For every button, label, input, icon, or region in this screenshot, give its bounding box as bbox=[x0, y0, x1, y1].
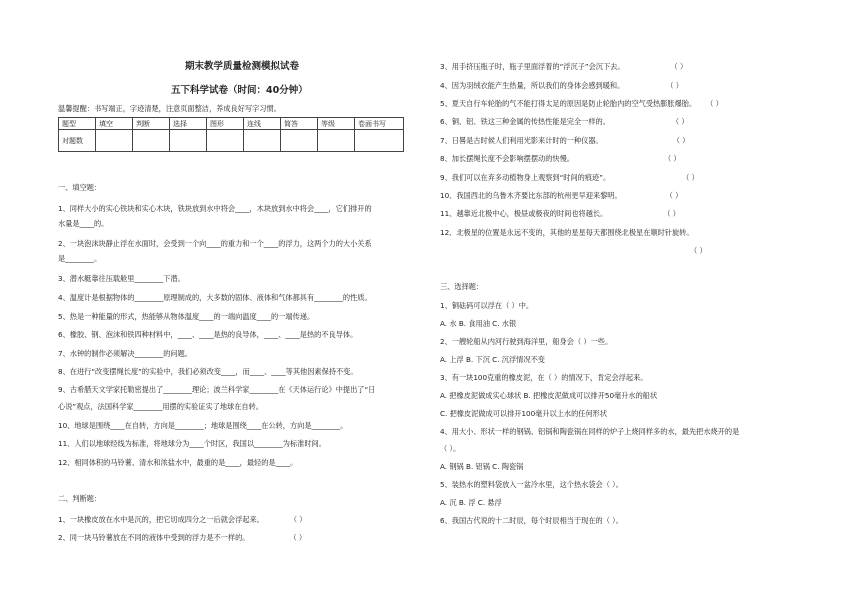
question-line: 4、用大小、形状一样的钢锅、铝锅和陶瓷锅在同样的炉子上烧同样多的水，最先把水烧开的是 bbox=[440, 427, 740, 436]
options-line: A. 沉 B. 浮 C. 悬浮 bbox=[440, 498, 502, 507]
question-text: 4、因为羽绒衣能产生热量，所以我们的身体会感到暖和。 bbox=[440, 81, 625, 90]
question-line: 4、温度计是根据物体的________原理制成的，大多数的固体、液体和气体都具有________的性质。 bbox=[58, 293, 372, 302]
question-line bbox=[440, 62, 687, 71]
score-header-cell: 判断 bbox=[133, 118, 170, 130]
answer-paren[interactable]: （ ） bbox=[289, 533, 307, 542]
options-line: A. 上浮 B. 下沉 C. 沉浮情况不变 bbox=[440, 355, 545, 364]
score-cell[interactable] bbox=[355, 130, 404, 152]
score-cell[interactable] bbox=[318, 130, 355, 152]
question-line: 2、一艘轮船从内河行驶到海洋里，船身会（ ）一些。 bbox=[440, 337, 613, 346]
question-text: 8、加长摆绳长度不会影响摆摆动的快慢。 bbox=[440, 154, 574, 163]
question-text: 7、日晷是古时候人们利用光影来计时的一种仪器。 bbox=[440, 136, 603, 145]
question-line bbox=[440, 136, 689, 145]
question-line: 7、水钟的制作必须解决________的问题。 bbox=[58, 349, 192, 358]
answer-paren[interactable]: （ ） bbox=[706, 99, 723, 108]
answer-paren[interactable]: （ ） bbox=[665, 191, 683, 200]
score-cell[interactable] bbox=[281, 130, 318, 152]
score-header-cell: 填空 bbox=[96, 118, 133, 130]
answer-paren[interactable]: （ ） bbox=[666, 81, 683, 90]
question-line: 1、铜砝码可以浮在（ ）中。 bbox=[440, 301, 534, 310]
answer-paren[interactable]: （ ） bbox=[663, 209, 680, 218]
score-header-cell: 简答 bbox=[281, 118, 318, 130]
question-line: 8、在进行“改变摆绳长度”的实验中，我们必须改变____，而____、____等其他因素保持不变。 bbox=[58, 367, 358, 376]
section-heading: 一、填空题： bbox=[58, 183, 102, 192]
score-cell[interactable] bbox=[133, 130, 170, 152]
answer-paren[interactable]: （ ） bbox=[672, 136, 690, 145]
question-line: 10、地球是围绕____在自转，方向是________；地球是围绕____在公转，方向是________。 bbox=[58, 421, 348, 430]
question-line bbox=[440, 81, 683, 90]
options-line: C. 把橡皮泥做成可以排开100毫升以上水的任何形状 bbox=[440, 409, 608, 418]
options-line: A. 钢锅 B. 铝锅 C. 陶瓷锅 bbox=[440, 462, 524, 471]
exam-subtitle: 五下科学试卷（时间：40分钟） bbox=[171, 85, 308, 96]
score-table bbox=[58, 117, 404, 152]
reminder-text: 温馨提醒：书写端正，字迹清楚，注意页面整洁，养成良好写字习惯。 bbox=[58, 104, 281, 113]
question-line: 3、潜水艇靠往压载舱里________下潜。 bbox=[58, 274, 185, 283]
answer-paren[interactable]: （ ） bbox=[663, 154, 681, 163]
question-text: 9、我们可以在弃多动植物身上观察到“时间的痕迹”。 bbox=[440, 173, 611, 182]
question-line: 1、同样大小的实心铁块和实心木块，铁块放到水中将会____，木块放到水中将会____，它们排开的 bbox=[58, 204, 372, 213]
question-line: （ ）。 bbox=[440, 444, 461, 453]
options-line: A. 水 B. 食用油 C. 水银 bbox=[440, 319, 517, 328]
question-text: 10、我国西北的乌鲁木齐要比东部的杭州更早迎来黎明。 bbox=[440, 191, 622, 200]
answer-paren[interactable]: （ ） bbox=[682, 173, 699, 182]
question-line: 9、古希腊天文学家托勒密提出了________理论；波兰科学家________在《天体运行论》中提出了“日 bbox=[58, 385, 376, 394]
score-header-cell: 图形 bbox=[207, 118, 244, 130]
question-line: 3、有一块100克重的橡皮泥，在（ ）的情况下，肯定会浮起来。 bbox=[440, 373, 648, 382]
answer-paren[interactable]: （ ） bbox=[289, 515, 307, 524]
question-line bbox=[440, 191, 682, 200]
question-line: 6、我国古代说的十二时辰，每个时辰相当于现在的（ ）。 bbox=[440, 516, 623, 525]
exam-title: 期末教学质量检测模拟试卷 bbox=[185, 61, 300, 72]
question-line: 5、热是一种能量的形式，热能够从物体温度____的一端向温度____的一端传递。 bbox=[58, 312, 315, 321]
question-line: 2、一块泡沫块静止浮在水面时，会受到一个向____的重力和一个____的浮力，这两个力的大小关系 bbox=[58, 239, 372, 248]
question-text: 1、一块橡皮放在水中是沉的，把它切成四分之一后就会浮起来。 bbox=[58, 515, 264, 524]
answer-paren[interactable]: （ ） bbox=[690, 246, 707, 255]
section-heading: 三、选择题： bbox=[440, 282, 484, 291]
question-text: 3、用手挤压瓶子时，瓶子里面浮着的“浮沉子”会沉下去。 bbox=[440, 62, 625, 71]
question-text: 2、同一块马铃薯放在不同的液体中受到的浮力是不一样的。 bbox=[58, 533, 250, 542]
question-line: 心说”观点，法国科学家________用摆的实验证实了地球在自转。 bbox=[58, 402, 263, 411]
question-line bbox=[58, 515, 307, 524]
score-header-cell: 选择 bbox=[170, 118, 207, 130]
question-line bbox=[440, 173, 699, 182]
question-text: 5、夏天自行车轮胎的气不能打得太足的原因是防止轮胎内的空气受热膨胀爆胎。 bbox=[440, 99, 697, 108]
score-cell[interactable] bbox=[244, 130, 281, 152]
question-line: 是________。 bbox=[58, 254, 102, 263]
score-cell[interactable] bbox=[170, 130, 207, 152]
question-line bbox=[440, 209, 680, 218]
answer-paren[interactable]: （ ） bbox=[671, 117, 689, 126]
score-header-cell: 等级 bbox=[318, 118, 355, 130]
question-line: 12、北极星的位置是永远不变的，其他的星星每天都围绕北极星在顺时针旋转。 bbox=[440, 228, 694, 237]
question-line: 水量是____的。 bbox=[58, 219, 109, 228]
score-header-cell: 题型 bbox=[59, 118, 96, 130]
section-heading: 二、判断题： bbox=[58, 494, 102, 503]
question-line bbox=[58, 533, 306, 542]
question-line bbox=[440, 154, 681, 163]
question-line: 6、橡胶、钢、泡沫和铁四种材料中，____、____是热的良导体，____、____是热的不良导体。 bbox=[58, 330, 358, 339]
question-text: 11、越靠近北极中心，极昼或极夜的时间也将越长。 bbox=[440, 209, 608, 218]
question-line: 5、装热水的塑料袋放入一盆冷水里，这个热水袋会（ ）。 bbox=[440, 480, 623, 489]
question-line: 12、相同体积的马铃薯、清水和浓盐水中，最重的是____，最轻的是____。 bbox=[58, 458, 298, 467]
options-line: A. 把橡皮泥做成实心球状 B. 把橡皮泥做成可以排开50毫升水的船状 bbox=[440, 391, 658, 400]
score-header-cell: 卷面书写 bbox=[355, 118, 404, 130]
score-cell[interactable] bbox=[207, 130, 244, 152]
question-line bbox=[440, 99, 723, 108]
score-cell[interactable] bbox=[96, 130, 133, 152]
score-row-label: 对题数 bbox=[59, 130, 96, 152]
answer-paren[interactable]: （ ） bbox=[670, 62, 688, 71]
score-header-cell: 连线 bbox=[244, 118, 281, 130]
question-line: 11、人们以地球经线为标准，将地球分为____个时区，我国以________为标准时间。 bbox=[58, 439, 326, 448]
question-text: 6、铜、铝、铁这三种金属的传热性能是完全一样的。 bbox=[440, 117, 610, 126]
question-line bbox=[440, 117, 689, 126]
